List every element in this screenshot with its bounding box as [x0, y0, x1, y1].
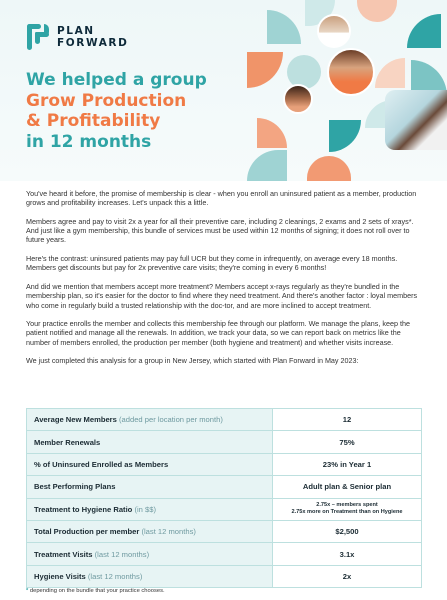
smiling-woman-photo [327, 48, 375, 96]
metric-value-line-2: 2.75x more on Treatment than on Hygiene [291, 509, 403, 516]
metric-label: % of Uninsured Enrolled as Members [27, 453, 273, 475]
metric-value: 75% [273, 431, 422, 453]
table-row [27, 409, 422, 431]
metric-label: Hygiene Visits (last 12 months) [27, 565, 273, 587]
paragraph: Your practice enrolls the member and collects this membership fee through our platform. We manage the plans, keep the patient notified and manage all the renewals. In addition, we track your data, so we can report back on metrics like the number of members enrolled, the production per member (both hygiene and treatment) and whether visits increase. [26, 319, 410, 347]
paragraph: Here's the contrast: uninsured patients may pay full UCR but they come in infrequently, on average every 18 months. Members get discounts but pay for 2x preventive care visits; they're coming in every 6 months! [26, 254, 398, 273]
decorative-shape [407, 14, 441, 48]
decorative-shape [247, 52, 283, 88]
table-row [27, 520, 422, 542]
decorative-shape [307, 156, 351, 181]
metric-value: 23% in Year 1 [273, 453, 422, 475]
metric-label: Treatment Visits (last 12 months) [27, 543, 273, 565]
decorative-shape [257, 118, 287, 148]
footnote-star: * [26, 588, 29, 594]
metric-value: 2x [273, 565, 422, 587]
paragraph: And did we mention that members accept more treatment? Members accept x-rays regularly as they're bundled in the membership plan, so it's easier for the doctor to find where they need treatment. And there's another factor : loyal members who come in regularly build a trusted relationship with the doc-tor, and are more inclined to accept treatment. [26, 281, 418, 310]
headline-line-3: & Profitability [26, 111, 161, 131]
table-row [27, 543, 422, 565]
hero-header [0, 0, 447, 181]
metric-value-line-1: 2.75x – members spent [316, 502, 378, 509]
decorative-shape [267, 10, 301, 44]
decorative-shape [357, 0, 397, 22]
metric-label: Member Renewals [27, 431, 273, 453]
headline [26, 70, 226, 152]
footnote-text: depending on the bundle that your practice chooses. [29, 588, 165, 594]
article-body [26, 189, 422, 375]
table-row [27, 476, 422, 498]
table-row [27, 431, 422, 453]
metric-value: 12 [273, 409, 422, 431]
decorative-shape [375, 58, 405, 88]
metric-value: $2,500 [273, 520, 422, 542]
results-table [26, 408, 422, 588]
headline-line-4: in 12 months [26, 131, 152, 152]
plan-forward-logo [27, 24, 128, 50]
metric-label: Total Production per member (last 12 months) [27, 520, 273, 542]
decorative-photo-mosaic [247, 0, 447, 181]
logo-wordmark [57, 25, 128, 49]
metric-label: Treatment to Hygiene Ratio (in $$) [27, 498, 273, 520]
metric-value: 3.1x [273, 543, 422, 565]
table-row [27, 565, 422, 587]
table-row [27, 453, 422, 475]
metric-value: Adult plan & Senior plan [273, 476, 422, 498]
plan-forward-logo-icon [27, 24, 49, 50]
metric-value [273, 498, 422, 520]
headline-line-1: We helped a group [26, 70, 207, 90]
logo-line-1: PLAN [57, 25, 95, 37]
table-row [27, 498, 422, 520]
woman-portrait-photo [283, 84, 313, 114]
dentist-patient-photo [385, 90, 447, 150]
paragraph: Members agree and pay to visit 2x a year for all their preventive care, including 2 cleanings, 2 exams and 2 sets of xrays*. And just like a gym membership, this bundle of services must be used within 12 months of signing; it does not roll over to future years. [26, 216, 414, 245]
metric-label: Average New Members (added per location per month) [27, 409, 273, 431]
decorative-shape [329, 120, 361, 152]
decorative-shape [247, 150, 287, 181]
footnote [26, 588, 165, 594]
headline-line-2: Grow Production [26, 90, 187, 111]
paragraph: We just completed this analysis for a group in New Jersey, which started with Plan Forward in May 2023: [26, 356, 359, 366]
metric-label: Best Performing Plans [27, 476, 273, 498]
paragraph: You've heard it before, the promise of membership is clear - when you enroll an uninsured patient as a member, production grows and profitability increases. Let's unpack this a little. [26, 189, 417, 208]
doctor-photo [317, 14, 351, 48]
logo-line-2: FORWARD [57, 37, 129, 49]
